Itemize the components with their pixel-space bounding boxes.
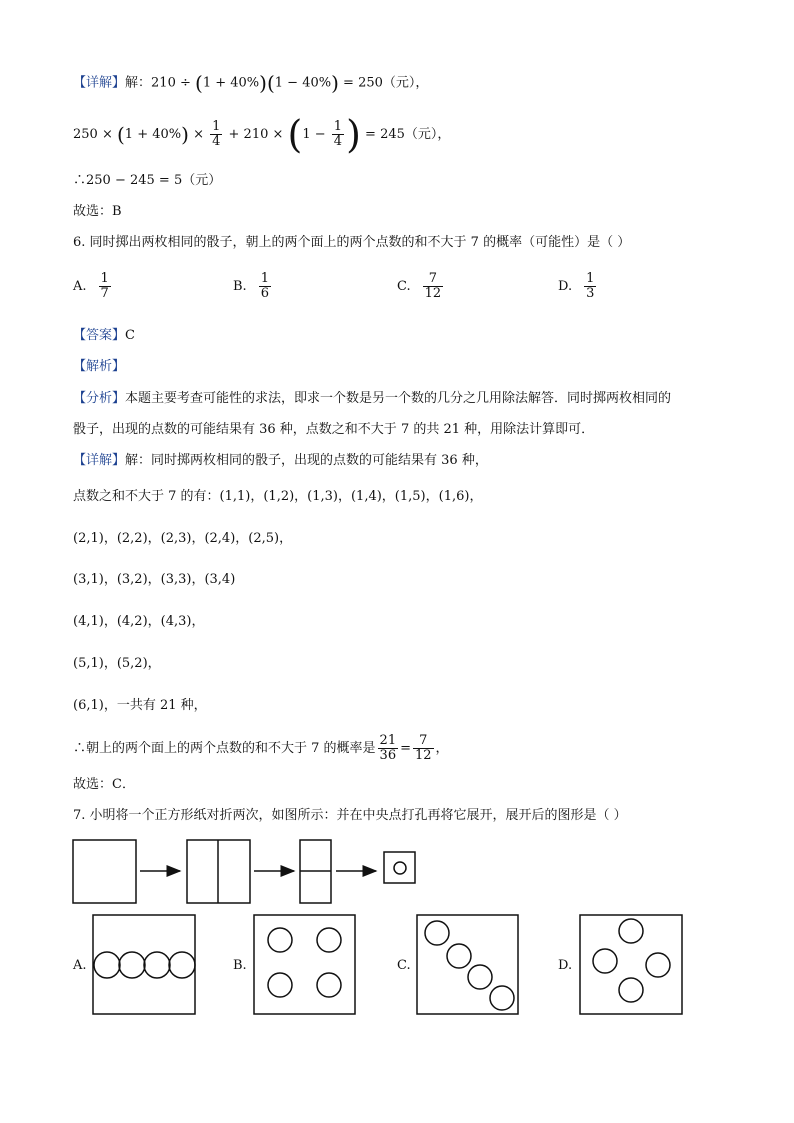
option-c-circle (490, 986, 514, 1010)
option-b-circle (268, 928, 292, 952)
pair-list-1: (2,1)，(2,2)，(2,3)，(2,4)，(2,5)， (73, 531, 293, 546)
question-7-stem: 7. 小明将一个正方形纸对折两次，如图所示：并在中央点打孔再将它展开，展开后的图形是（ ） (73, 808, 627, 823)
pair-list-4: (5,1)，(5,2)， (73, 656, 161, 671)
q6-option-d: D. $\frac{1}{3}$ (558, 271, 595, 301)
option-b-box (254, 915, 355, 1014)
pair-list-3: (4,1)，(4,2)，(4,3)， (73, 614, 205, 629)
option-a-circle (169, 952, 195, 978)
option-d-circle (646, 953, 670, 977)
punch-hole (394, 862, 406, 874)
option-c-circle (468, 965, 492, 989)
fraction: $\frac{1}{4}$ (333, 119, 343, 149)
q7-option-c-label: C. (397, 958, 411, 973)
detail-tag: 【详解】 (73, 75, 126, 91)
detail-line: 【详解】解：同时掷两枚相同的骰子，出现的点数的可能结果有 36 种， (73, 453, 488, 468)
pair-list-2: (3,1)，(3,2)，(3,3)，(3,4) (73, 572, 236, 587)
choose-line-6: 故选：C． (73, 777, 135, 792)
q6-option-a: A. $\frac{1}{7}$ (73, 271, 109, 301)
detail-line-1: 【详解】解：210 ÷ (1 + 40%)(1 − 40%) = 250（元）， (73, 71, 429, 95)
option-d-circle (593, 949, 617, 973)
paper-square (73, 840, 136, 903)
pair-list-5: (6,1)，一共有 21 种， (73, 698, 207, 713)
probability-line: ∴朝上的两个面上的两个点数的和不大于 7 的概率是 $\frac{21}{36}$ = $\frac{7}{12}$ ， (73, 733, 449, 763)
detail-line-3: ∴250 − 245 = 5（元） (73, 173, 222, 188)
fraction: $\frac{1}{4}$ (212, 119, 221, 149)
fenxi-line-2: 骰子，出现的点数的可能结果有 36 种，点数之和不大于 7 的共 21 种，用除法计算即可． (73, 422, 595, 437)
detail-line-2: 250 × (1 + 40%) × $\frac{1}{4}$ + 210 × (1 − $\frac{1}{4}$ ) = 245（元）， (73, 112, 451, 157)
analysis-tag: 【解析】 (73, 359, 126, 374)
q7-option-d-label: D. (558, 958, 573, 973)
q7-option-b-label: B. (233, 958, 247, 973)
option-b-circle (268, 973, 292, 997)
option-b-circle (317, 928, 341, 952)
option-d-circle (619, 978, 643, 1002)
option-d-box (580, 915, 682, 1014)
option-a-circle (94, 952, 120, 978)
option-b-circle (317, 973, 341, 997)
option-c-circle (425, 921, 449, 945)
answer-value: C (125, 328, 135, 343)
paper-punched-frame (384, 852, 415, 883)
detail-tag-2: 【详解】 (73, 453, 126, 468)
fenxi-tag: 【分析】 (73, 391, 126, 406)
fenxi-line-1: 【分析】本题主要考查可能性的求法，即求一个数是另一个数的几分之几用除法解答．同时掷两枚相同的 (73, 391, 672, 406)
option-d-circle (619, 919, 643, 943)
option-a-circle (144, 952, 170, 978)
pair-list-0: 点数之和不大于 7 的有：(1,1)，(1,2)，(1,3)，(1,4)，(1,5)，(1,6)， (73, 489, 483, 504)
q6-option-c: C. $\frac{7}{12}$ (397, 271, 442, 301)
answer-tag: 【答案】 (73, 328, 126, 343)
option-a-circle (119, 952, 145, 978)
q7-option-a-label: A. (73, 958, 87, 973)
choose-line-5: 故选：B (73, 204, 122, 219)
q6-option-b: B. $\frac{1}{6}$ (233, 271, 269, 301)
option-c-circle (447, 944, 471, 968)
question-6-stem: 6. 同时掷出两枚相同的骰子，朝上的两个面上的两个点数的和不大于 7 的概率（可能性）是（ ） (73, 235, 631, 250)
